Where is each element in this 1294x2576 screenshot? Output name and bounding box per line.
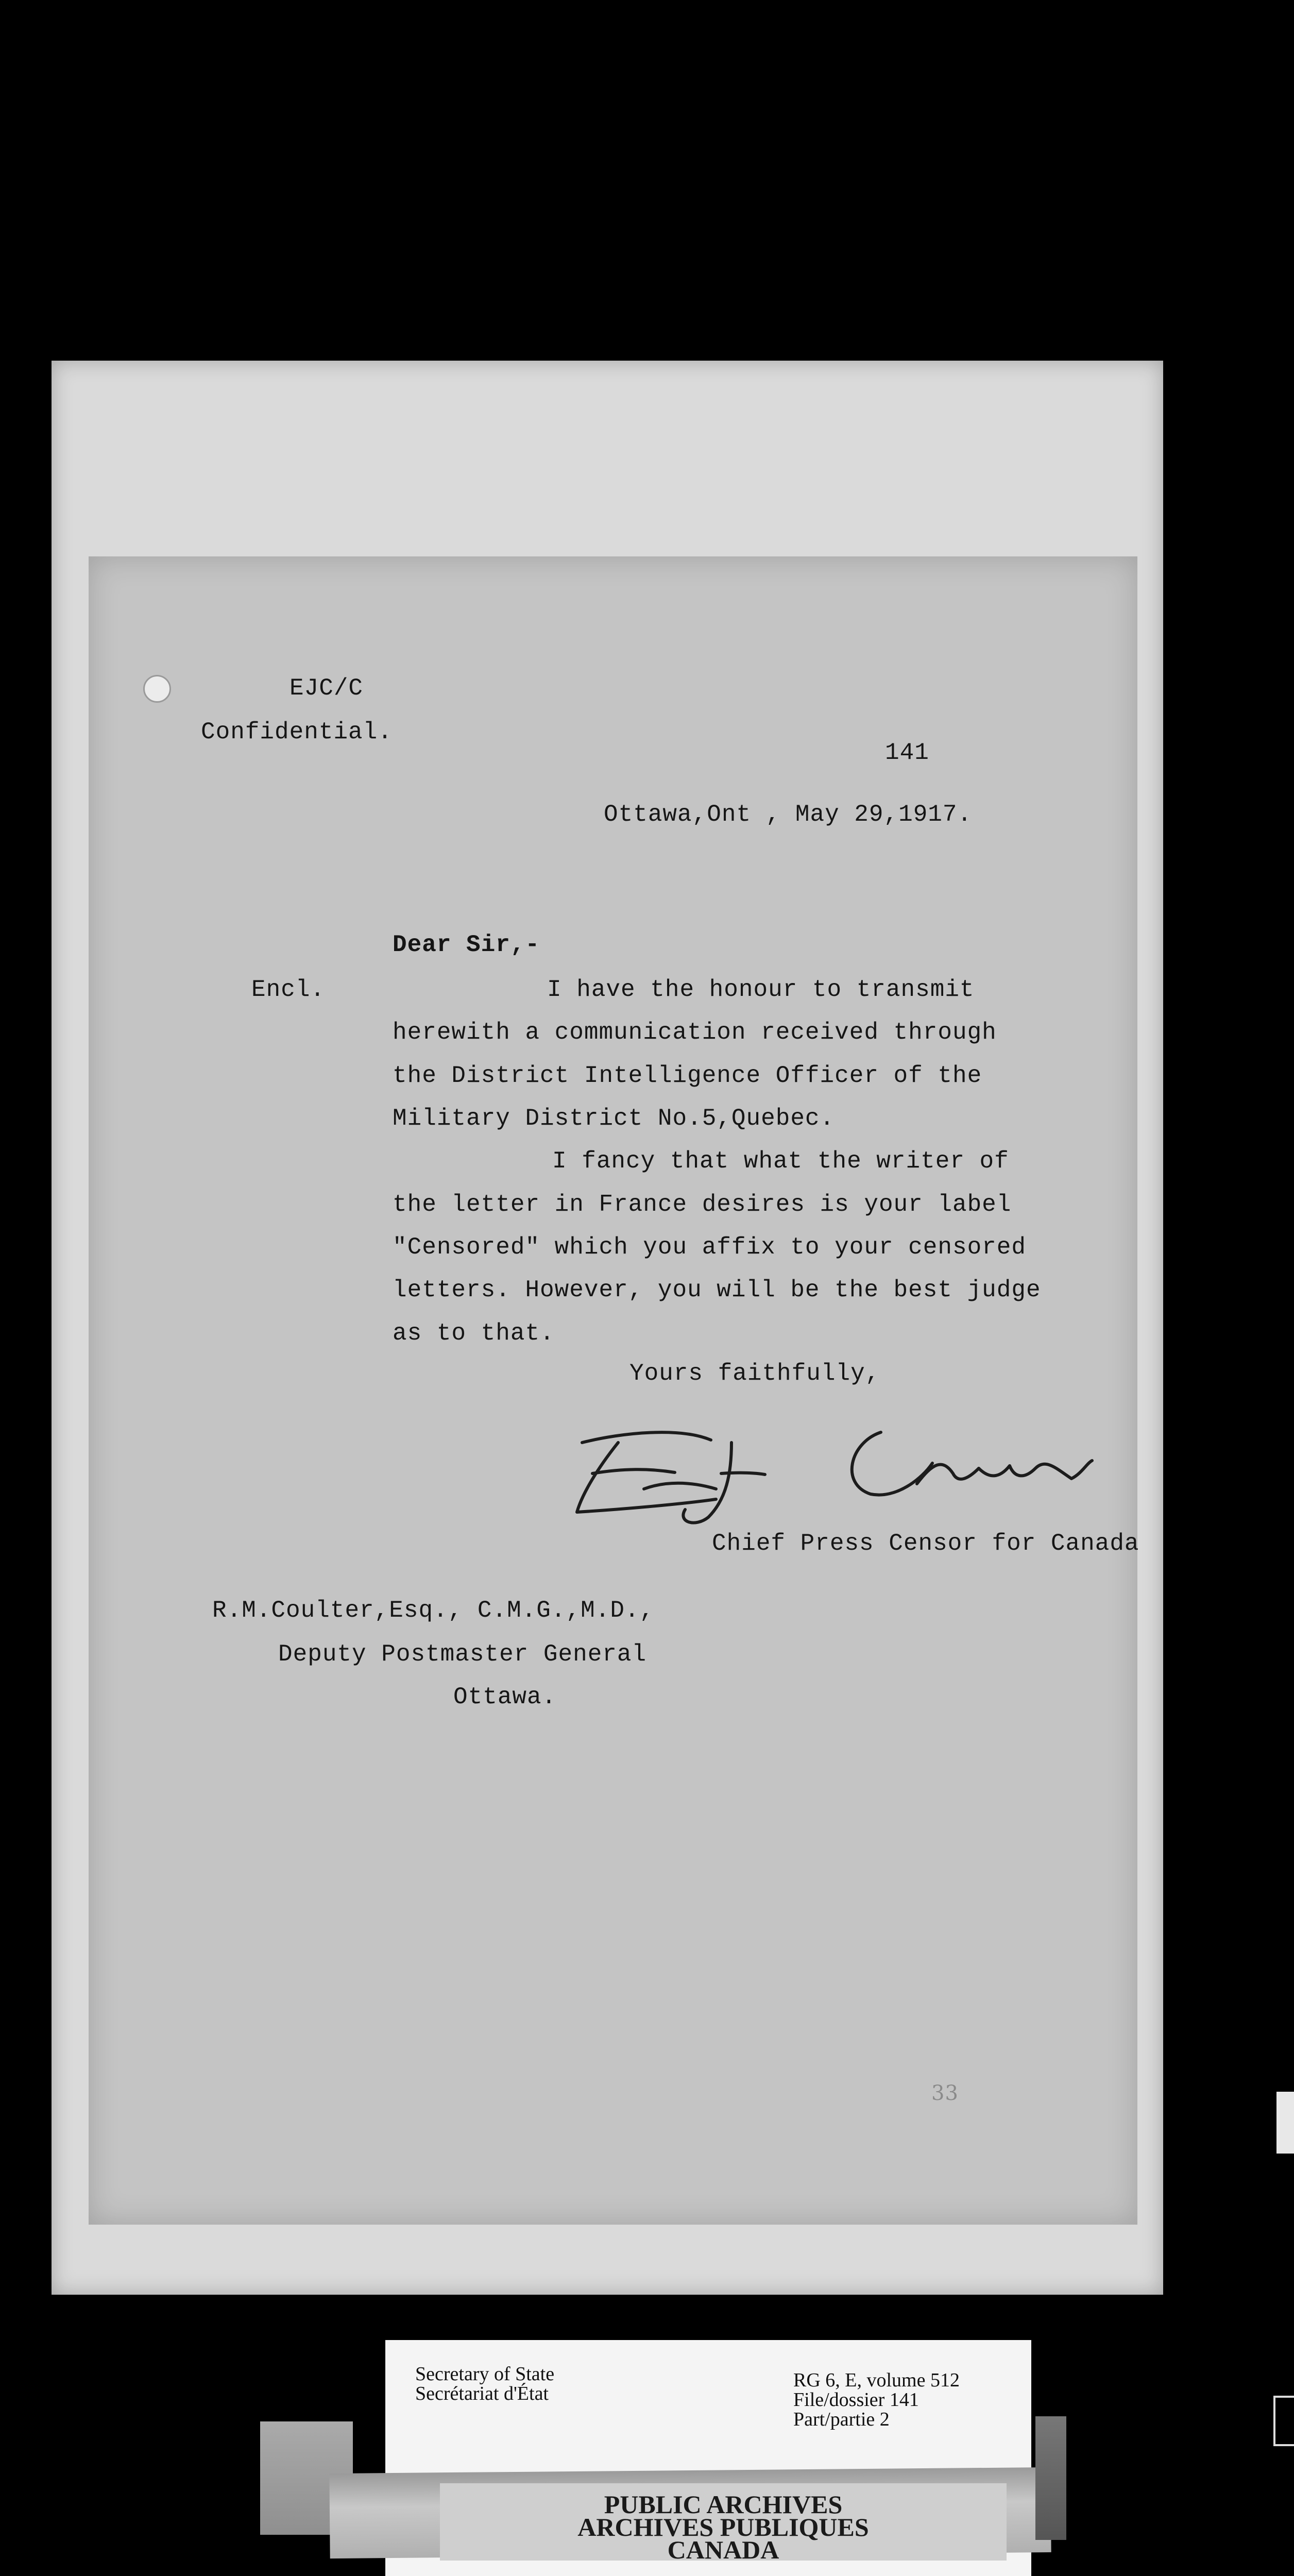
body-line: as to that. [393,1320,555,1347]
ribbon-right-fold [1035,2416,1066,2540]
body-line: Military District No.5,Quebec. [393,1105,835,1132]
archive-part: Part/partie 2 [793,2409,890,2430]
body-line: the letter in France desires is your label [393,1191,1012,1218]
department-fr: Secrétariat d'État [415,2383,549,2404]
place-date: Ottawa,Ont , May 29,1917. [604,801,973,828]
archives-stamp-line: ARCHIVES PUBLIQUES [577,2513,869,2541]
department-en: Secretary of State [415,2363,555,2385]
pencil-mark: 33 [931,2081,959,2105]
body-line: the District Intelligence Officer of the [393,1062,982,1089]
edge-bracket [1273,2396,1294,2446]
addressee-line: R.M.Coulter,Esq., C.M.G.,M.D., [212,1597,655,1624]
addressee-line: Ottawa. [453,1684,557,1710]
enclosure-note: Encl. [251,976,326,1003]
archives-stamp-line: CANADA [667,2535,779,2564]
punch-hole [143,675,171,703]
archives-stamp-line: PUBLIC ARCHIVES [604,2490,843,2519]
archive-file: File/dossier 141 [793,2389,919,2411]
archives-stamp [440,2483,1007,2564]
body-line: herewith a communication received through [393,1019,997,1046]
reference-code: EJC/C [290,675,364,702]
body-line: I have the honour to transmit [547,976,975,1003]
archive-reference: RG 6, E, volume 512 [793,2369,960,2391]
edge-tab [1276,2092,1294,2154]
confidential-marking: Confidential. [201,719,393,745]
salutation: Dear Sir,- [393,931,540,958]
page-number: 141 [885,739,929,766]
body-line: I fancy that what the writer of [552,1148,1009,1175]
complimentary-close: Yours faithfully, [629,1360,880,1387]
addressee-line: Deputy Postmaster General [278,1641,647,1668]
signatory-title: Chief Press Censor for Canada [712,1530,1139,1557]
body-line: "Censored" which you affix to your censored [393,1234,1026,1261]
body-line: letters. However, you will be the best judge [393,1277,1041,1303]
